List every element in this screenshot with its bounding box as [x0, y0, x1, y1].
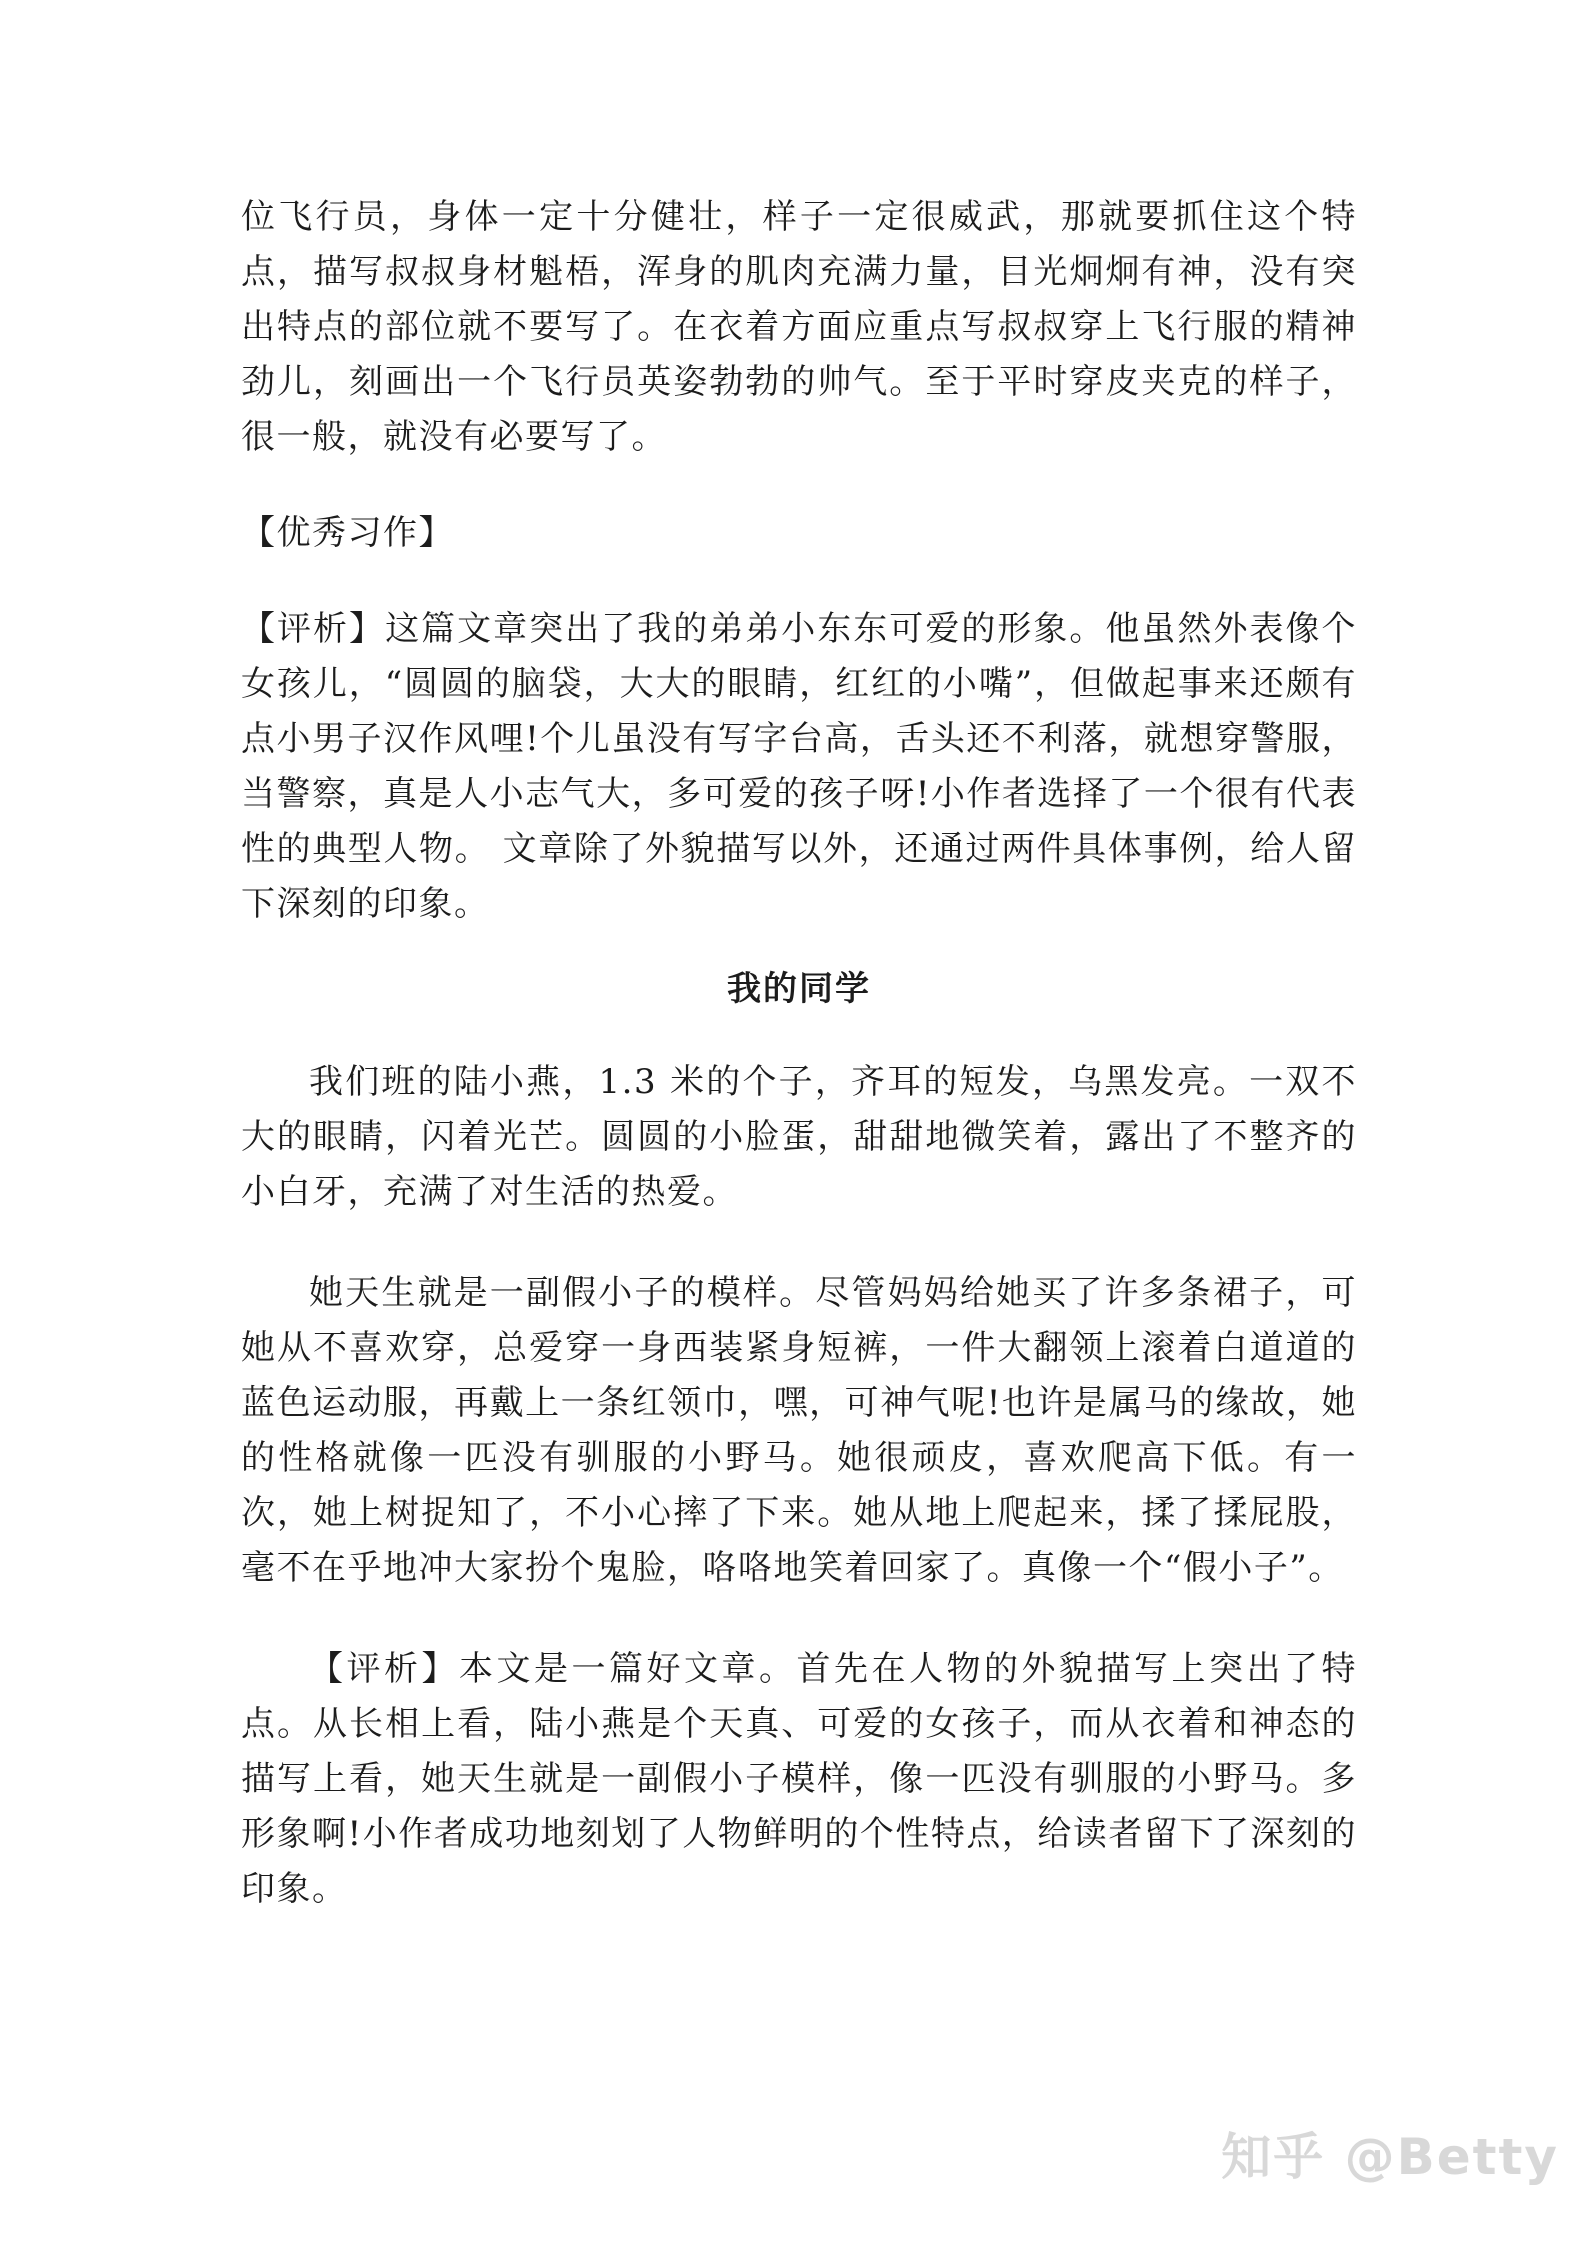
- essay-paragraph-2: 她天生就是一副假小子的模样。尽管妈妈给她买了许多条裙子，可她从不喜欢穿，总爱穿一身西装紧身短裤，一件大翻领上滚着白道道的蓝色运动服，再戴上一条红领巾，嘿，可神气呢!也许是属马的缘故，她的性格就像一匹没有驯服的小野马。她很顽皮，喜欢爬高下低。有一次，她上树捉知了，不小心摔了下来。她从地上爬起来，揉了揉屁股，毫不在乎地冲大家扮个鬼脸，咯咯地笑着回家了。真像一个“假小子”。: [241, 1273, 1357, 1588]
- intro-paragraph: 位飞行员，身体一定十分健壮，样子一定很威武，那就要抓住这个特点，描写叔叔身材魁梧，浑身的肌肉充满力量，目光炯炯有神，没有突出特点的部位就不要写了。在衣着方面应重点写叔叔穿上飞行服的精神劲儿，刻画出一个飞行员英姿勃勃的帅气。至于平时穿皮夹克的样子，很一般，就没有必要写了。: [241, 197, 1357, 457]
- commentary-paragraph: 【评析】这篇文章突出了我的弟弟小东东可爱的形象。他虽然外表像个女孩儿，“圆圆的脑袋，大大的眼睛，红红的小嘴”，但做起事来还颇有点小男子汉作风哩!个儿虽没有写字台高，舌头还不利落，就想穿警服，当警察，真是人小志气大，多可爱的孩子呀!小作者选择了一个很有代表性的典型人物。 文章除了外貌描写以外，还通过两件具体事例，给人留下深刻的印象。: [241, 609, 1357, 924]
- zhihu-watermark: 知乎 @Betty: [1221, 2128, 1559, 2186]
- essay-commentary: 【评析】本文是一篇好文章。首先在人物的外貌描写上突出了特点。从长相上看，陆小燕是个天真、可爱的女孩子，而从衣着和神态的描写上看，她天生就是一副假小子模样，像一匹没有驯服的小野马。多形象啊!小作者成功地刻划了人物鲜明的个性特点，给读者留下了深刻的印象。: [241, 1649, 1357, 1909]
- essay-paragraph-1: 我们班的陆小燕，1.3 米的个子，齐耳的短发，乌黑发亮。一双不大的眼睛，闪着光芒。圆圆的小脸蛋，甜甜地微笑着，露出了不整齐的小白牙，充满了对生活的热爱。: [241, 1062, 1357, 1212]
- essay-title: 我的同学: [727, 969, 871, 1009]
- section-heading-excellent-essay: 【优秀习作】: [241, 513, 454, 553]
- document-page: [241, 190, 1357, 1917]
